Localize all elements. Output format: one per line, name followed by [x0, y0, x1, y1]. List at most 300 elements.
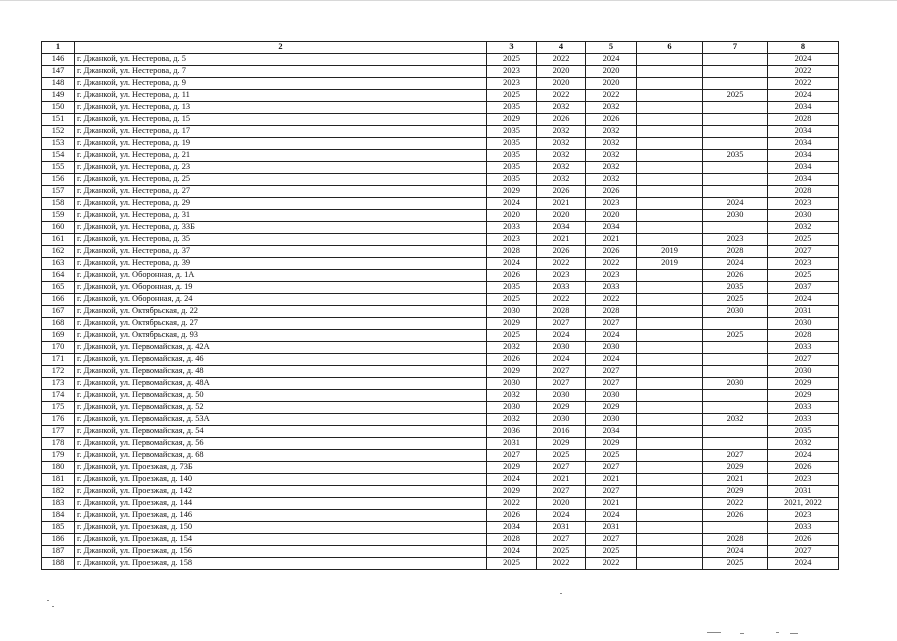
year-cell-3: 2029: [487, 318, 537, 330]
address-cell: г. Джанкой, ул. Проезжая, д. 150: [75, 522, 487, 534]
year-cell-5: 2029: [586, 438, 637, 450]
year-cell-4: 2021: [537, 198, 586, 210]
year-cell-6: [637, 78, 703, 90]
year-cell-5: 2030: [586, 342, 637, 354]
table-row: [42, 486, 839, 498]
address-cell: г. Джанкой, ул. Нестерова, д. 13: [75, 102, 487, 114]
address-cell: г. Джанкой, ул. Нестерова, д. 11: [75, 90, 487, 102]
year-cell-5: 2020: [586, 210, 637, 222]
address-cell: г. Джанкой, ул. Первомайская, д. 68: [75, 450, 487, 462]
year-cell-4: 2027: [537, 366, 586, 378]
year-cell-3: 2020: [487, 210, 537, 222]
year-cell-8: 2034: [768, 102, 839, 114]
row-number-cell: 175: [42, 402, 75, 414]
year-cell-6: [637, 66, 703, 78]
year-cell-4: 2026: [537, 186, 586, 198]
year-cell-4: 2032: [537, 126, 586, 138]
year-cell-7: 2027: [703, 450, 768, 462]
year-cell-7: 2026: [703, 270, 768, 282]
year-cell-6: [637, 198, 703, 210]
year-cell-7: 2025: [703, 90, 768, 102]
year-cell-7: 2024: [703, 258, 768, 270]
year-cell-3: 2027: [487, 450, 537, 462]
row-number-cell: 156: [42, 174, 75, 186]
year-cell-8: 2026: [768, 462, 839, 474]
year-cell-5: 2022: [586, 558, 637, 570]
year-cell-8: 2025: [768, 234, 839, 246]
year-cell-8: 2034: [768, 162, 839, 174]
table-row: [42, 270, 839, 282]
year-cell-6: [637, 114, 703, 126]
year-cell-3: 2029: [487, 462, 537, 474]
year-cell-7: [703, 438, 768, 450]
year-cell-8: 2037: [768, 282, 839, 294]
row-number-cell: 168: [42, 318, 75, 330]
year-cell-4: 2024: [537, 330, 586, 342]
year-cell-4: 2033: [537, 282, 586, 294]
year-cell-4: 2025: [537, 546, 586, 558]
year-cell-7: [703, 78, 768, 90]
address-cell: г. Джанкой, ул. Проезжая, д. 73Б: [75, 462, 487, 474]
table-row: [42, 402, 839, 414]
year-cell-7: [703, 162, 768, 174]
year-cell-3: 2035: [487, 282, 537, 294]
address-cell: г. Джанкой, ул. Оборонная, д. 1А: [75, 270, 487, 282]
year-cell-8: 2025: [768, 270, 839, 282]
year-cell-5: 2021: [586, 498, 637, 510]
year-cell-5: 2026: [586, 186, 637, 198]
year-cell-6: [637, 474, 703, 486]
address-cell: г. Джанкой, ул. Нестерова, д. 17: [75, 126, 487, 138]
year-cell-6: [637, 354, 703, 366]
row-number-cell: 174: [42, 390, 75, 402]
year-cell-5: 2022: [586, 90, 637, 102]
year-cell-4: 2020: [537, 66, 586, 78]
year-cell-3: 2022: [487, 498, 537, 510]
year-cell-6: [637, 438, 703, 450]
address-cell: г. Джанкой, ул. Нестерова, д. 21: [75, 150, 487, 162]
row-number-cell: 161: [42, 234, 75, 246]
address-cell: г. Джанкой, ул. Октябрьская, д. 22: [75, 306, 487, 318]
year-cell-8: 2024: [768, 294, 839, 306]
address-cell: г. Джанкой, ул. Первомайская, д. 52: [75, 402, 487, 414]
address-cell: г. Джанкой, ул. Нестерова, д. 5: [75, 54, 487, 66]
address-cell: г. Джанкой, ул. Проезжая, д. 146: [75, 510, 487, 522]
row-number-cell: 171: [42, 354, 75, 366]
year-cell-4: 2030: [537, 342, 586, 354]
year-cell-5: 2022: [586, 294, 637, 306]
year-cell-3: 2026: [487, 270, 537, 282]
address-cell: г. Джанкой, ул. Нестерова, д. 15: [75, 114, 487, 126]
year-cell-6: [637, 222, 703, 234]
year-cell-8: 2032: [768, 438, 839, 450]
address-cell: г. Джанкой, ул. Первомайская, д. 46: [75, 354, 487, 366]
row-number-cell: 177: [42, 426, 75, 438]
year-cell-7: 2035: [703, 150, 768, 162]
year-cell-5: 2033: [586, 282, 637, 294]
year-cell-4: 2022: [537, 90, 586, 102]
year-cell-4: 2027: [537, 378, 586, 390]
table-body: [42, 54, 839, 570]
year-cell-5: 2032: [586, 126, 637, 138]
table-row: [42, 174, 839, 186]
year-cell-3: 2033: [487, 222, 537, 234]
year-cell-4: 2024: [537, 354, 586, 366]
table-row: [42, 378, 839, 390]
year-cell-6: [637, 426, 703, 438]
year-cell-5: 2031: [586, 522, 637, 534]
table-row: [42, 498, 839, 510]
table-row: [42, 450, 839, 462]
table-row: [42, 102, 839, 114]
year-cell-5: 2024: [586, 54, 637, 66]
year-cell-7: 2023: [703, 234, 768, 246]
year-cell-7: [703, 366, 768, 378]
year-cell-4: 2030: [537, 414, 586, 426]
year-cell-4: 2020: [537, 78, 586, 90]
year-cell-5: 2021: [586, 234, 637, 246]
year-cell-8: 2027: [768, 354, 839, 366]
table-row: [42, 126, 839, 138]
year-cell-4: 2027: [537, 534, 586, 546]
year-cell-7: 2035: [703, 282, 768, 294]
year-cell-7: [703, 186, 768, 198]
table-row: [42, 510, 839, 522]
column-header: 4: [537, 42, 586, 54]
table-row: [42, 306, 839, 318]
year-cell-6: [637, 450, 703, 462]
year-cell-8: 2024: [768, 558, 839, 570]
table-row: [42, 282, 839, 294]
year-cell-5: 2020: [586, 66, 637, 78]
table-row: [42, 258, 839, 270]
year-cell-4: 2016: [537, 426, 586, 438]
table-row: [42, 522, 839, 534]
address-cell: г. Джанкой, ул. Нестерова, д. 35: [75, 234, 487, 246]
year-cell-8: 2023: [768, 198, 839, 210]
year-cell-8: 2027: [768, 546, 839, 558]
table-row: [42, 366, 839, 378]
row-number-cell: 184: [42, 510, 75, 522]
year-cell-8: 2023: [768, 510, 839, 522]
year-cell-8: 2024: [768, 450, 839, 462]
year-cell-8: 2022: [768, 66, 839, 78]
year-cell-5: 2027: [586, 378, 637, 390]
year-cell-7: [703, 354, 768, 366]
year-cell-8: 2034: [768, 174, 839, 186]
row-number-cell: 169: [42, 330, 75, 342]
year-cell-4: 2022: [537, 258, 586, 270]
column-header: 7: [703, 42, 768, 54]
table-row: [42, 54, 839, 66]
year-cell-8: 2023: [768, 474, 839, 486]
year-cell-7: [703, 66, 768, 78]
year-cell-5: 2025: [586, 546, 637, 558]
year-cell-6: [637, 498, 703, 510]
year-cell-5: 2032: [586, 150, 637, 162]
table-row: [42, 234, 839, 246]
year-cell-8: 2026: [768, 534, 839, 546]
year-cell-3: 2023: [487, 78, 537, 90]
year-cell-4: 2032: [537, 138, 586, 150]
table-row: [42, 246, 839, 258]
table-row: [42, 330, 839, 342]
year-cell-3: 2025: [487, 90, 537, 102]
year-cell-4: 2034: [537, 222, 586, 234]
year-cell-6: [637, 210, 703, 222]
year-cell-6: [637, 558, 703, 570]
year-cell-5: 2027: [586, 318, 637, 330]
row-number-cell: 151: [42, 114, 75, 126]
row-number-cell: 164: [42, 270, 75, 282]
year-cell-6: 2019: [637, 258, 703, 270]
column-header: 5: [586, 42, 637, 54]
year-cell-5: 2027: [586, 534, 637, 546]
column-header: 3: [487, 42, 537, 54]
year-cell-7: [703, 402, 768, 414]
year-cell-7: 2030: [703, 378, 768, 390]
address-cell: г. Джанкой, ул. Нестерова, д. 39: [75, 258, 487, 270]
table-row: [42, 354, 839, 366]
year-cell-6: [637, 234, 703, 246]
year-cell-4: 2027: [537, 486, 586, 498]
year-cell-3: 2024: [487, 198, 537, 210]
year-cell-4: 2023: [537, 270, 586, 282]
year-cell-6: [637, 54, 703, 66]
year-cell-3: 2023: [487, 234, 537, 246]
year-cell-6: [637, 366, 703, 378]
year-cell-5: 2022: [586, 258, 637, 270]
year-cell-5: 2027: [586, 486, 637, 498]
year-cell-8: 2028: [768, 114, 839, 126]
year-cell-5: 2032: [586, 138, 637, 150]
year-cell-5: 2034: [586, 222, 637, 234]
table-row: [42, 438, 839, 450]
table-row: [42, 198, 839, 210]
year-cell-6: [637, 402, 703, 414]
table-row: [42, 138, 839, 150]
year-cell-6: [637, 318, 703, 330]
year-cell-7: [703, 138, 768, 150]
row-number-cell: 162: [42, 246, 75, 258]
year-cell-5: 2023: [586, 270, 637, 282]
year-cell-5: 2034: [586, 426, 637, 438]
address-cell: г. Джанкой, ул. Проезжая, д. 144: [75, 498, 487, 510]
year-cell-5: 2023: [586, 198, 637, 210]
year-cell-8: 2033: [768, 414, 839, 426]
row-number-cell: 154: [42, 150, 75, 162]
year-cell-3: 2036: [487, 426, 537, 438]
row-number-cell: 157: [42, 186, 75, 198]
year-cell-6: [637, 150, 703, 162]
year-cell-3: 2028: [487, 534, 537, 546]
year-cell-3: 2028: [487, 246, 537, 258]
year-cell-7: 2030: [703, 306, 768, 318]
year-cell-8: 2034: [768, 150, 839, 162]
address-cell: г. Джанкой, ул. Проезжая, д. 140: [75, 474, 487, 486]
header-row: [42, 42, 839, 54]
table-row: [42, 162, 839, 174]
column-header: 6: [637, 42, 703, 54]
row-number-cell: 173: [42, 378, 75, 390]
table-row: [42, 90, 839, 102]
row-number-cell: 167: [42, 306, 75, 318]
address-cell: г. Джанкой, ул. Первомайская, д. 48: [75, 366, 487, 378]
year-cell-5: 2024: [586, 510, 637, 522]
year-cell-7: [703, 54, 768, 66]
year-cell-7: 2030: [703, 210, 768, 222]
row-number-cell: 158: [42, 198, 75, 210]
year-cell-3: 2023: [487, 66, 537, 78]
year-cell-7: [703, 222, 768, 234]
year-cell-5: 2024: [586, 354, 637, 366]
year-cell-8: 2021, 2022: [768, 498, 839, 510]
year-cell-8: 2033: [768, 342, 839, 354]
year-cell-8: 2032: [768, 222, 839, 234]
year-cell-7: 2029: [703, 486, 768, 498]
year-cell-5: 2020: [586, 78, 637, 90]
year-cell-7: [703, 426, 768, 438]
year-cell-3: 2035: [487, 174, 537, 186]
address-cell: г. Джанкой, ул. Оборонная, д. 19: [75, 282, 487, 294]
row-number-cell: 147: [42, 66, 75, 78]
year-cell-4: 2022: [537, 294, 586, 306]
address-cell: г. Джанкой, ул. Нестерова, д. 31: [75, 210, 487, 222]
year-cell-7: [703, 174, 768, 186]
year-cell-7: 2026: [703, 510, 768, 522]
year-cell-6: [637, 486, 703, 498]
year-cell-5: 2032: [586, 162, 637, 174]
address-cell: г. Джанкой, ул. Первомайская, д. 48А: [75, 378, 487, 390]
year-cell-8: 2034: [768, 126, 839, 138]
year-cell-4: 2024: [537, 510, 586, 522]
row-number-cell: 181: [42, 474, 75, 486]
year-cell-7: 2032: [703, 414, 768, 426]
year-cell-4: 2032: [537, 174, 586, 186]
row-number-cell: 178: [42, 438, 75, 450]
row-number-cell: 188: [42, 558, 75, 570]
row-number-cell: 182: [42, 486, 75, 498]
year-cell-7: [703, 114, 768, 126]
table-row: [42, 78, 839, 90]
year-cell-8: 2024: [768, 54, 839, 66]
year-cell-5: 2032: [586, 102, 637, 114]
table-row: [42, 66, 839, 78]
year-cell-5: 2029: [586, 402, 637, 414]
row-number-cell: 166: [42, 294, 75, 306]
address-cell: г. Джанкой, ул. Нестерова, д. 37: [75, 246, 487, 258]
row-number-cell: 180: [42, 462, 75, 474]
year-cell-4: 2026: [537, 114, 586, 126]
year-cell-5: 2030: [586, 414, 637, 426]
year-cell-3: 2025: [487, 294, 537, 306]
column-header: 2: [75, 42, 487, 54]
year-cell-3: 2026: [487, 354, 537, 366]
address-cell: г. Джанкой, ул. Октябрьская, д. 27: [75, 318, 487, 330]
year-cell-4: 2032: [537, 102, 586, 114]
year-cell-3: 2025: [487, 558, 537, 570]
year-cell-3: 2029: [487, 486, 537, 498]
year-cell-8: 2035: [768, 426, 839, 438]
year-cell-3: 2035: [487, 138, 537, 150]
table-row: [42, 546, 839, 558]
year-cell-3: 2025: [487, 330, 537, 342]
address-cell: г. Джанкой, ул. Нестерова, д. 7: [75, 66, 487, 78]
row-number-cell: 160: [42, 222, 75, 234]
row-number-cell: 179: [42, 450, 75, 462]
year-cell-6: [637, 390, 703, 402]
year-cell-8: 2027: [768, 246, 839, 258]
year-cell-8: 2028: [768, 186, 839, 198]
year-cell-6: [637, 90, 703, 102]
table-row: [42, 318, 839, 330]
year-cell-3: 2030: [487, 378, 537, 390]
year-cell-5: 2030: [586, 390, 637, 402]
year-cell-6: [637, 270, 703, 282]
year-cell-3: 2035: [487, 126, 537, 138]
table-row: [42, 474, 839, 486]
row-number-cell: 152: [42, 126, 75, 138]
year-cell-5: 2027: [586, 462, 637, 474]
address-cell: г. Джанкой, ул. Нестерова, д. 25: [75, 174, 487, 186]
year-cell-3: 2024: [487, 546, 537, 558]
year-cell-8: 2033: [768, 402, 839, 414]
year-cell-5: 2021: [586, 474, 637, 486]
year-cell-3: 2035: [487, 162, 537, 174]
address-cell: г. Джанкой, ул. Нестерова, д. 27: [75, 186, 487, 198]
year-cell-7: 2028: [703, 246, 768, 258]
year-cell-8: 2022: [768, 78, 839, 90]
year-cell-4: 2032: [537, 162, 586, 174]
year-cell-4: 2020: [537, 210, 586, 222]
year-cell-7: [703, 390, 768, 402]
row-number-cell: 155: [42, 162, 75, 174]
table-row: [42, 114, 839, 126]
year-cell-3: 2032: [487, 390, 537, 402]
address-cell: г. Джанкой, ул. Первомайская, д. 50: [75, 390, 487, 402]
year-cell-8: 2029: [768, 390, 839, 402]
row-number-cell: 146: [42, 54, 75, 66]
table-row: [42, 462, 839, 474]
year-cell-3: 2029: [487, 114, 537, 126]
housing-register-table: [41, 41, 839, 570]
address-cell: г. Джанкой, ул. Оборонная, д. 24: [75, 294, 487, 306]
year-cell-7: 2021: [703, 474, 768, 486]
year-cell-7: 2024: [703, 546, 768, 558]
year-cell-6: [637, 126, 703, 138]
address-cell: г. Джанкой, ул. Проезжая, д. 154: [75, 534, 487, 546]
table-row: [42, 342, 839, 354]
year-cell-8: 2030: [768, 366, 839, 378]
year-cell-4: 2022: [537, 558, 586, 570]
year-cell-3: 2026: [487, 510, 537, 522]
year-cell-3: 2030: [487, 402, 537, 414]
year-cell-4: 2021: [537, 474, 586, 486]
address-cell: г. Джанкой, ул. Проезжая, д. 142: [75, 486, 487, 498]
row-number-cell: 148: [42, 78, 75, 90]
year-cell-7: 2028: [703, 534, 768, 546]
year-cell-4: 2031: [537, 522, 586, 534]
row-number-cell: 170: [42, 342, 75, 354]
year-cell-3: 2034: [487, 522, 537, 534]
year-cell-5: 2026: [586, 114, 637, 126]
year-cell-3: 2031: [487, 438, 537, 450]
address-cell: г. Джанкой, ул. Первомайская, д. 53А: [75, 414, 487, 426]
year-cell-6: 2019: [637, 246, 703, 258]
table-row: [42, 390, 839, 402]
year-cell-6: [637, 534, 703, 546]
year-cell-4: 2025: [537, 450, 586, 462]
